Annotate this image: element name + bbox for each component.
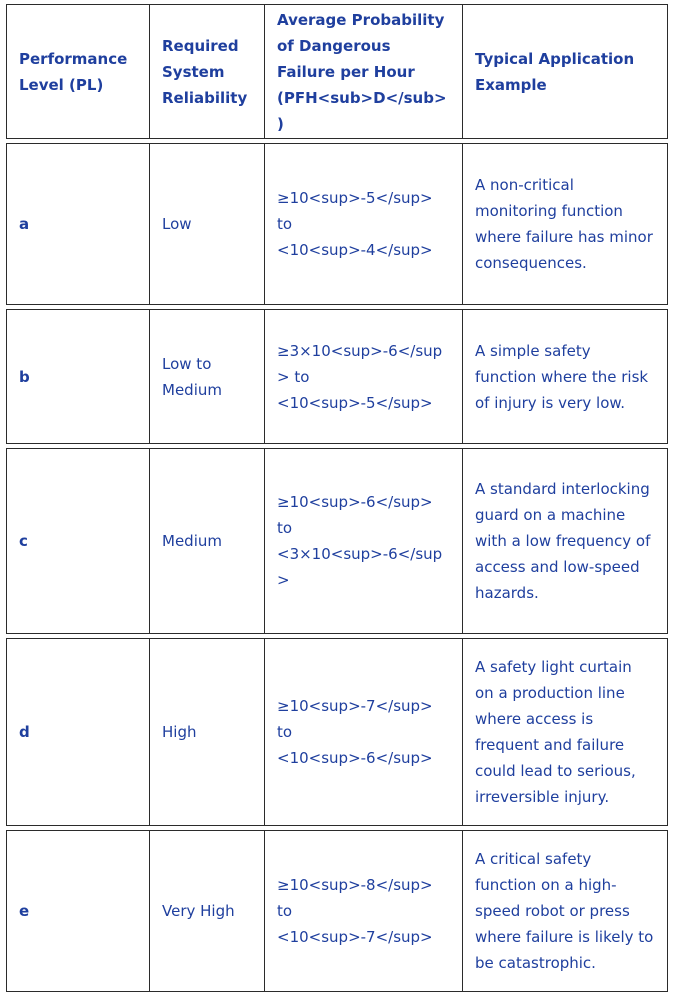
- example-value: A critical safety function on a high-speed robot or press where failure is likely to be catastrophic.: [475, 850, 654, 972]
- header-cell-performance-level: [6, 4, 150, 139]
- row-a-reliability-cell: [149, 143, 265, 305]
- pl-value: d: [19, 723, 30, 741]
- header-reliability: Required System Reliability: [162, 36, 248, 107]
- row-d-reliability-cell: [149, 638, 265, 826]
- pfh-value: ≥10<sup>-7</sup> to <10<sup>-6</sup>: [277, 697, 433, 767]
- row-c-pl-cell: [6, 448, 150, 634]
- header-cell-reliability: [149, 4, 265, 139]
- reliability-value: Low to Medium: [162, 354, 222, 399]
- row-d-example-cell: [462, 638, 668, 826]
- row-b-reliability-cell: [149, 309, 265, 444]
- header-cell-example: [462, 4, 668, 139]
- row-e-pfh-cell: [264, 830, 463, 992]
- pl-value: c: [19, 532, 28, 550]
- row-b-pfh-cell: [264, 309, 463, 444]
- header-performance-level: Performance Level (PL): [19, 49, 128, 94]
- header-example: Typical Application Example: [475, 49, 635, 94]
- reliability-value: Low: [162, 215, 192, 233]
- row-b-pl-cell: [6, 309, 150, 444]
- row-a-pl-cell: [6, 143, 150, 305]
- row-e-pl-cell: [6, 830, 150, 992]
- reliability-value: High: [162, 723, 197, 741]
- row-a-example-cell: [462, 143, 668, 305]
- pfh-value: ≥10<sup>-5</sup> to <10<sup>-4</sup>: [277, 189, 433, 259]
- row-c-reliability-cell: [149, 448, 265, 634]
- row-c-example-cell: [462, 448, 668, 634]
- reliability-value: Very High: [162, 902, 235, 920]
- row-d-pfh-cell: [264, 638, 463, 826]
- pfh-value: ≥10<sup>-8</sup> to <10<sup>-7</sup>: [277, 876, 433, 946]
- pfh-value: ≥10<sup>-6</sup> to <3×10<sup>-6</sup>: [277, 493, 443, 589]
- example-value: A simple safety function where the risk of injury is very low.: [475, 341, 649, 412]
- row-e-example-cell: [462, 830, 668, 992]
- pl-value: e: [19, 902, 30, 920]
- pl-value: b: [19, 367, 30, 386]
- row-a-pfh-cell: [264, 143, 463, 305]
- example-value: A non-critical monitoring function where failure has minor consequences.: [475, 176, 653, 272]
- header-cell-pfh: [264, 4, 463, 139]
- pl-value: a: [19, 215, 30, 233]
- pfh-value: ≥3×10<sup>-6</sup> to <10<sup>-5</sup>: [277, 341, 443, 412]
- example-value: A standard interlocking guard on a machine with a low frequency of access and low-speed hazards.: [475, 480, 651, 602]
- header-pfh: Average Probability of Dangerous Failure per Hour (PFH<sub>D</sub>): [277, 10, 447, 133]
- row-c-pfh-cell: [264, 448, 463, 634]
- reliability-value: Medium: [162, 532, 222, 550]
- row-e-reliability-cell: [149, 830, 265, 992]
- row-b-example-cell: [462, 309, 668, 444]
- row-d-pl-cell: [6, 638, 150, 826]
- example-value: A safety light curtain on a production line where access is frequent and failure could lead to serious, irreversible injury.: [475, 658, 636, 806]
